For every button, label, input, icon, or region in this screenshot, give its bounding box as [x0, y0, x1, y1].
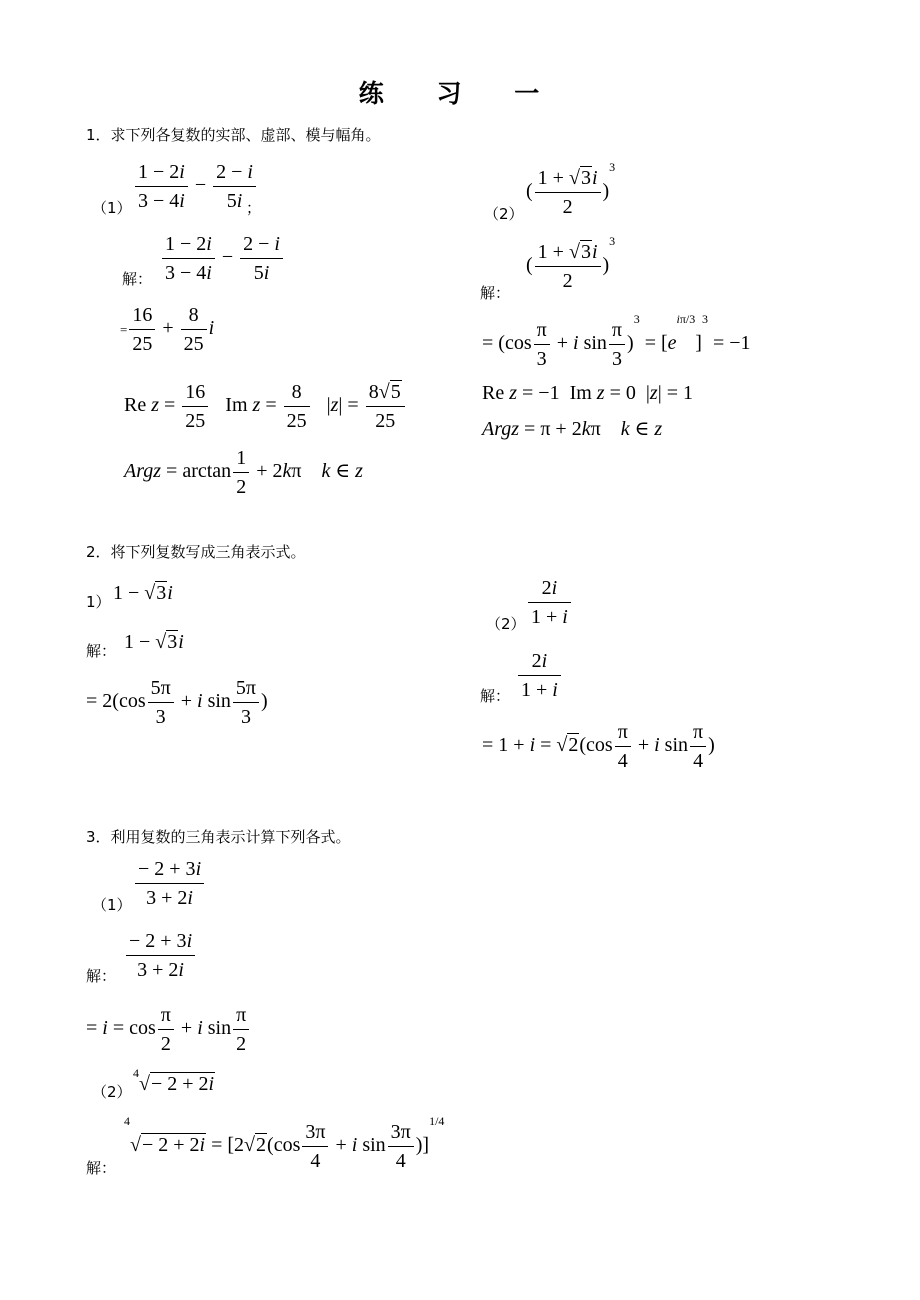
q1-part2-real-imag-mod: Re z = −1 Im z = 0 |z| = 1: [482, 382, 693, 404]
q3-part1-expression: $\frac{- 2 + 3i}{3 + 2i}$: [133, 857, 206, 910]
q3-part1-label: （1）: [92, 896, 132, 914]
q1-part1-argument: Argz = arctan $\frac{1}{2}$ + 2kπ k ∈ z: [124, 447, 363, 498]
q1-part2-solution-step1: ( $\frac{1 + √3i}{2}$ )$^3$: [526, 234, 616, 292]
q1-part2-argument: Argz = π + 2kπ k ∈ z: [482, 418, 663, 440]
q3-part2-solution-step1: $^4$√− 2 + 2i = [2√2(cos $\frac{3\pi}{4}$ + i sin $\frac{3\pi}{4}$ )]$^{1/4}$: [124, 1114, 445, 1172]
q2-part1-solution-step2: = 2(cos $\frac{5\pi}{3}$ + i sin $\frac{5\pi}{3}$ ): [86, 677, 268, 728]
q1-part1-solution-step1: $\frac{1 - 2i}{3 - 4i}$ − $\frac{2 - i}{5i}$: [160, 232, 285, 285]
q3-part2-label: （2）: [92, 1083, 132, 1101]
q2-part1-label: 1）: [86, 593, 111, 611]
question-3-prompt: 3．利用复数的三角表示计算下列各式。: [86, 828, 351, 846]
q2-part1-solution-step1: 1 − √3i: [124, 631, 184, 653]
q2-part2-solution-label: 解：: [480, 687, 511, 705]
q2-part1-solution-label: 解：: [86, 642, 117, 660]
q2-part2-expression: $\frac{2i}{1 + i}$: [526, 576, 573, 629]
q1-part1-expression: $\frac{1 - 2i}{3 - 4i}$ − $\frac{2 - i}{5i}$: [133, 160, 258, 213]
q1-part2-expression: ( $\frac{1 + √3i}{2}$ )$^3$: [526, 160, 616, 218]
q1-part1-solution-step2: = $\frac{16}{25}$ + $\frac{8}{25}$ i: [120, 304, 215, 355]
q3-part1-solution-step1: $\frac{- 2 + 3i}{3 + 2i}$: [124, 929, 197, 982]
q2-part2-solution-step2: = 1 + i = √2(cos $\frac{\pi}{4}$ + i sin $\frac{\pi}{4}$ ): [482, 721, 715, 772]
question-1-prompt: 1．求下列各复数的实部、虚部、模与幅角。: [86, 126, 381, 144]
page-title: 练 习 一: [358, 79, 562, 108]
q2-part2-label: （2）: [486, 615, 526, 633]
q1-part2-label: （2）: [484, 205, 524, 223]
q1-part1-semicolon: ；: [246, 199, 262, 217]
q3-part1-solution-label: 解：: [86, 967, 117, 985]
q1-part2-solution-step2: = (cos $\frac{\pi}{3}$ + i sin $\frac{\pi}{3}$ )$^3 = [e^{i\pi/3}]^3 = -1$: [482, 312, 751, 370]
q2-part2-solution-step1: $\frac{2i}{1 + i}$: [516, 649, 563, 702]
q3-part2-expression: $^4$√− 2 + 2i: [133, 1066, 215, 1095]
q2-part1-expression: 1 − √3i: [113, 582, 173, 604]
q1-part1-solution-label: 解：: [122, 270, 153, 288]
q1-part1-label: （1）: [92, 199, 132, 217]
q1-part2-solution-label: 解：: [480, 284, 511, 302]
q3-part2-solution-label: 解：: [86, 1159, 117, 1177]
q1-part1-real-imag-mod: Re z = $\frac{16}{25}$ Im z = $\frac{8}{25}$ |z| = $\frac{8√5}{25}$: [124, 380, 407, 433]
q3-part1-solution-step2: = i = cos $\frac{\pi}{2}$ + i sin $\frac{\pi}{2}$: [86, 1003, 251, 1056]
question-2-prompt: 2．将下列复数写成三角表示式。: [86, 543, 306, 561]
